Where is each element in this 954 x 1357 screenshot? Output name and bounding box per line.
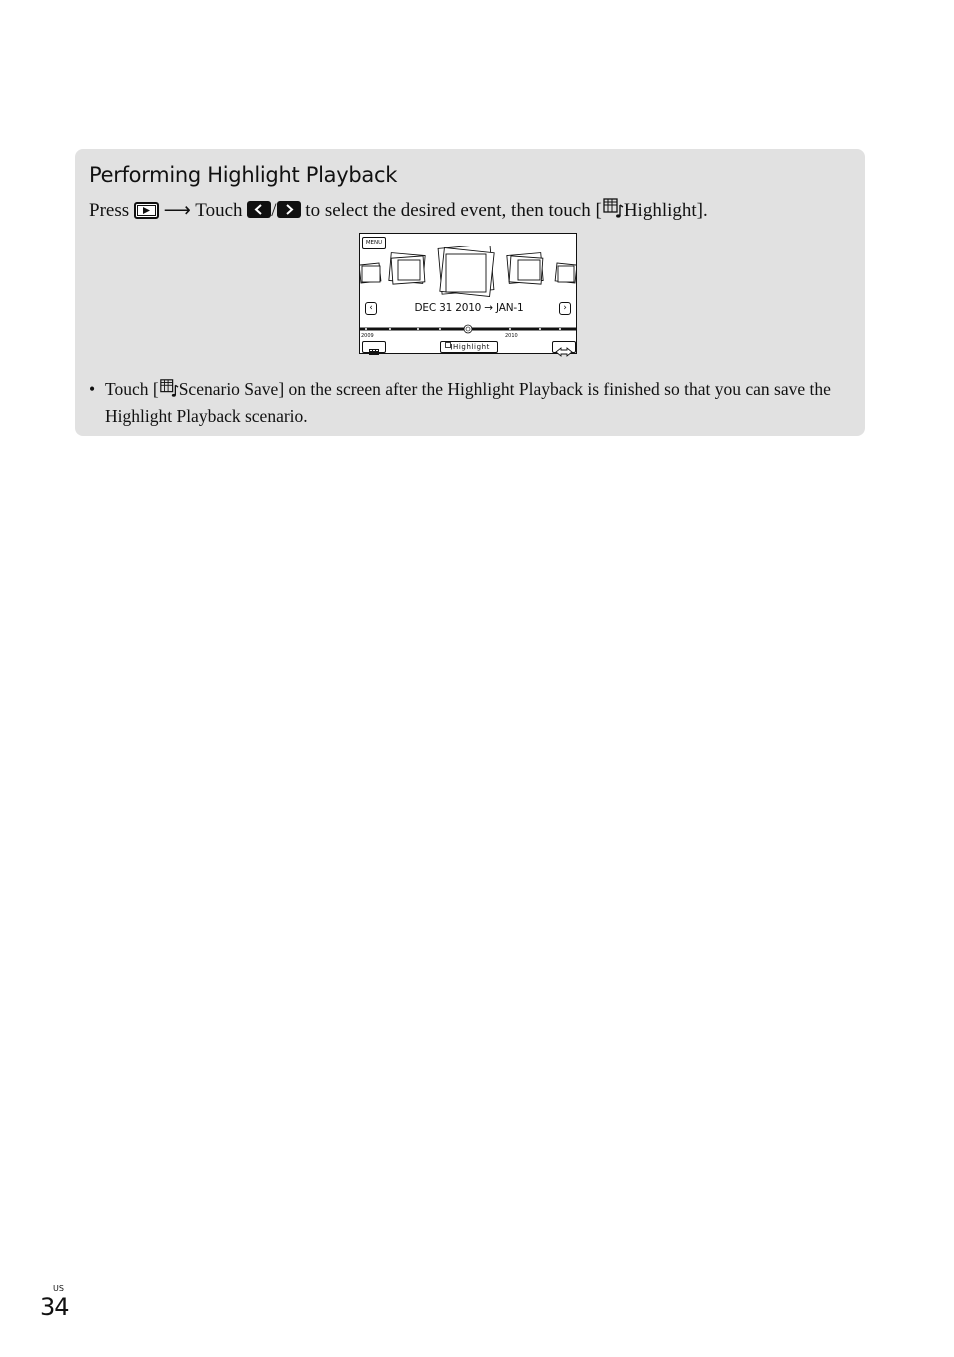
bullet: • bbox=[89, 379, 96, 399]
view-toggle-button[interactable] bbox=[552, 341, 576, 353]
highlight-playback-panel bbox=[75, 149, 865, 436]
prev-button-icon bbox=[247, 201, 271, 218]
view-toggle-icon bbox=[553, 347, 575, 357]
next-button-icon bbox=[277, 201, 301, 218]
note-body: Scenario Save] on the screen after the Highlight Playback is finished so that you can save the Highlight Playback scenario. bbox=[105, 379, 831, 426]
instruction-rest: to select the desired event, then touch [ bbox=[305, 200, 602, 221]
year-label-left: 2009 bbox=[361, 333, 374, 339]
page-number-block bbox=[40, 1284, 69, 1321]
slash-glyph: / bbox=[271, 200, 277, 221]
highlight-movie-icon bbox=[159, 378, 179, 404]
thumbnail-far-right bbox=[555, 263, 576, 283]
highlight-movie-icon bbox=[602, 197, 624, 227]
year-label-right: 2010 bbox=[505, 333, 518, 339]
note-prefix: Touch [ bbox=[105, 379, 159, 399]
highlight-button[interactable] bbox=[440, 341, 498, 353]
section-heading: Performing Highlight Playback bbox=[89, 163, 398, 187]
timeline-bar[interactable] bbox=[360, 324, 576, 334]
playback-button-icon bbox=[134, 201, 159, 227]
event-date-range: DEC 31 2010 → JAN-1 bbox=[414, 302, 524, 314]
film-button[interactable] bbox=[362, 341, 386, 353]
scenario-save-note bbox=[89, 377, 844, 428]
thumbnail-right bbox=[507, 253, 543, 285]
touch-word: Touch bbox=[195, 200, 243, 221]
thumbnail-left bbox=[389, 253, 425, 285]
prev-event-button[interactable]: ‹ bbox=[365, 302, 377, 315]
highlight-small-icon bbox=[445, 342, 453, 350]
event-thumbnails bbox=[360, 246, 576, 308]
instruction-line bbox=[89, 197, 708, 227]
press-word: Press bbox=[89, 200, 130, 221]
timeline-cursor bbox=[464, 325, 472, 333]
highlight-word: Highlight]. bbox=[623, 200, 708, 221]
thumbnail-center bbox=[438, 246, 494, 296]
menu-button[interactable]: MENU bbox=[362, 237, 386, 249]
highlight-button-label: Highlight bbox=[453, 343, 491, 351]
next-event-button[interactable]: › bbox=[559, 302, 571, 315]
note-text bbox=[105, 377, 844, 428]
arrow-glyph: ⟶ bbox=[163, 200, 191, 221]
page-number: 34 bbox=[40, 1293, 69, 1321]
camera-screen-illustration bbox=[359, 233, 577, 354]
thumbnail-far-left bbox=[360, 263, 381, 283]
film-icon bbox=[363, 347, 385, 357]
page-region-code: US bbox=[53, 1284, 64, 1293]
